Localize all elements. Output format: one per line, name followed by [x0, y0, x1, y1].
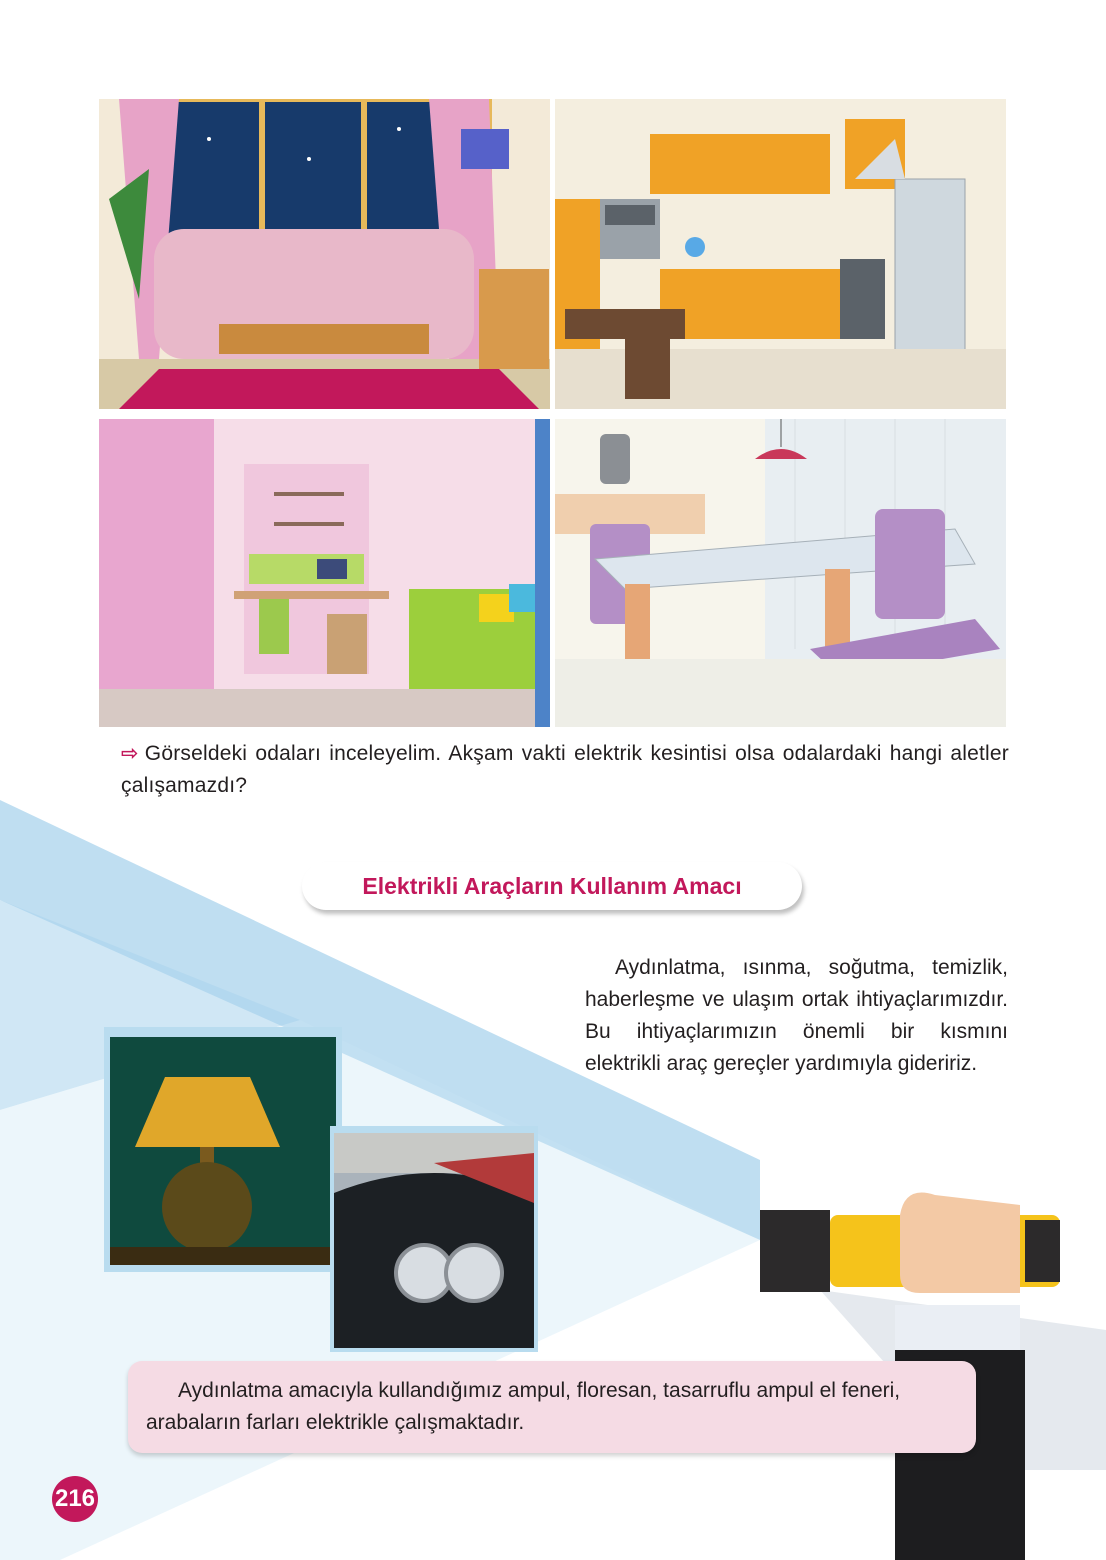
question-sentence: Görseldeki odaları inceleyelim. Akşam vakti elektrik kesintisi olsa odalardaki hangi aletler çalışamazdı?: [121, 742, 1009, 797]
bedroom-illustration: [99, 419, 550, 727]
info-note-text: Aydınlatma amacıyla kullandığımız ampul, floresan, tasarruflu ampul el feneri, arabaların farları elektrikle çalışmaktadır.: [146, 1379, 901, 1434]
car-photo-frame: [330, 1126, 538, 1352]
info-note-box: [128, 1361, 976, 1453]
dining-room-illustration: [555, 419, 1006, 727]
question-text: [121, 738, 1009, 802]
intro-paragraph-text: Aydınlatma, ısınma, soğutma, temizlik, haberleşme ve ulaşım ortak ihtiyaçlarımızdır. Bu ihtiyaçlarımızın önemli bir kısmını elektrikli araç gereçler yardımıyla gideririz.: [585, 956, 1008, 1075]
living-room-illustration: [99, 99, 550, 409]
table-lamp-photo: [110, 1037, 348, 1282]
kitchen-illustration: [555, 99, 1006, 409]
intro-paragraph: [585, 952, 1008, 1080]
lamp-photo-frame: [104, 1027, 342, 1272]
page-number: 216: [52, 1476, 98, 1522]
section-title: Elektrikli Araçların Kullanım Amacı: [302, 862, 802, 910]
arrow-right-icon: ⇨: [121, 742, 139, 765]
car-headlights-photo: [334, 1133, 534, 1348]
